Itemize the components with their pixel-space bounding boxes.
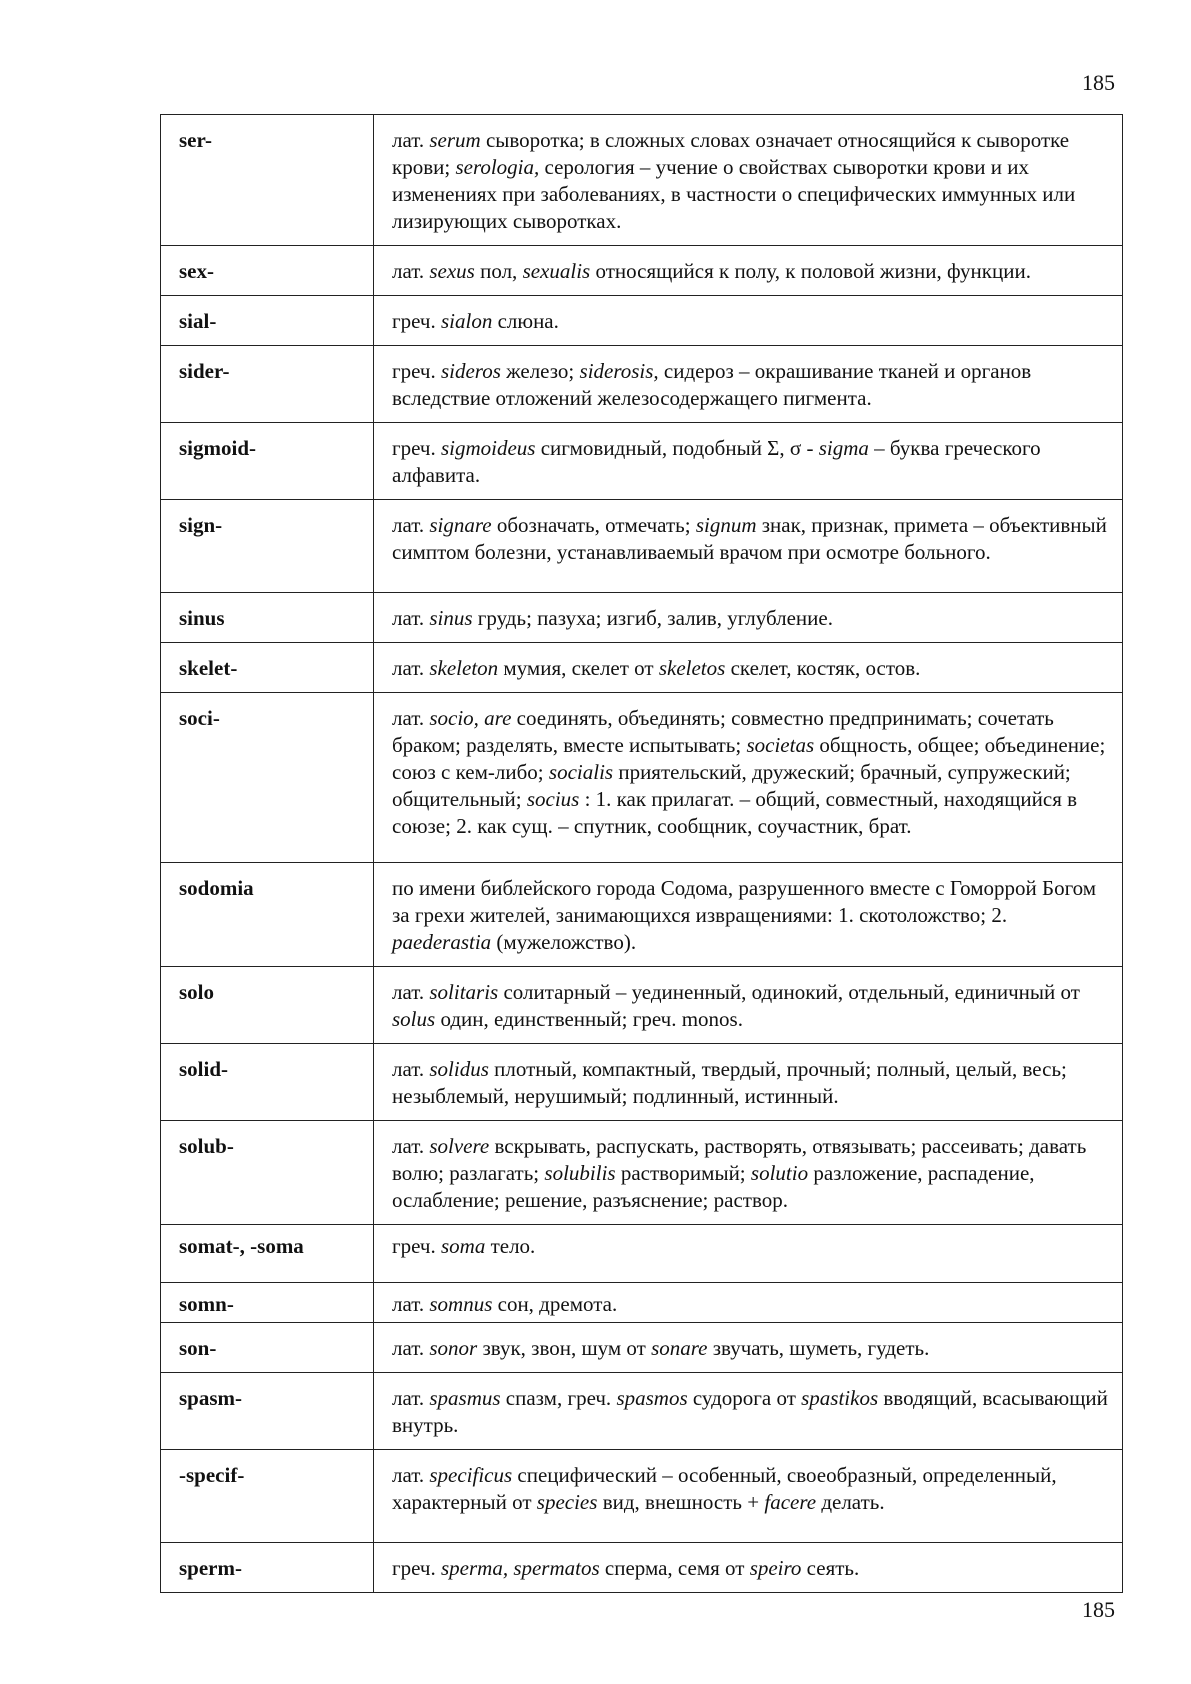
glossary-row — [161, 593, 1123, 643]
definition-text: лат. — [392, 706, 430, 730]
definition-italic-term: sigma — [818, 436, 869, 460]
definition-text: греч. — [392, 436, 441, 460]
glossary-row — [161, 246, 1123, 296]
definition-text: относящийся к полу, к половой жизни, функции. — [590, 259, 1031, 283]
definition-text: вводящий, всасывающий внутрь. — [392, 1386, 1108, 1437]
definition-italic-term: sonor — [429, 1336, 478, 1360]
glossary-term: ser- — [161, 115, 374, 246]
definition-text: звучать, шуметь, гудеть. — [707, 1336, 930, 1360]
glossary-term: sperm- — [161, 1543, 374, 1593]
glossary-definition — [374, 1225, 1123, 1283]
definition-text: (мужеложство). — [491, 930, 637, 954]
glossary-row — [161, 1373, 1123, 1450]
definition-text: слюна. — [492, 309, 559, 333]
glossary-row — [161, 1225, 1123, 1283]
definition-italic-term: sinus — [429, 606, 473, 630]
glossary-term: solo — [161, 967, 374, 1044]
definition-text: – буква греческого алфавита. — [392, 436, 1041, 487]
glossary-definition — [374, 246, 1123, 296]
definition-italic-term: signum — [695, 513, 757, 537]
definition-text: спазм, греч. — [500, 1386, 617, 1410]
definition-text: железо; — [500, 359, 580, 383]
definition-text: лат. — [392, 1463, 430, 1487]
glossary-term: somat-, -soma — [161, 1225, 374, 1283]
definition-italic-term: sialon — [440, 309, 493, 333]
definition-text: лат. — [392, 1292, 430, 1316]
definition-text: грудь; пазуха; изгиб, залив, углубление. — [472, 606, 833, 630]
glossary-term: sex- — [161, 246, 374, 296]
glossary-definition — [374, 423, 1123, 500]
definition-text: мумия, скелет от — [498, 656, 659, 680]
definition-italic-term: skeleton — [429, 656, 499, 680]
definition-text: плотный, компактный, твердый, прочный; полный, целый, весь; незыблемый, нерушимый; подлинный, истинный. — [392, 1057, 1067, 1108]
glossary-term: soci- — [161, 693, 374, 863]
definition-text: лат. — [392, 980, 430, 1004]
definition-italic-term: socialis — [548, 760, 614, 784]
definition-italic-term: facere — [764, 1490, 817, 1514]
definition-text: пол, — [474, 259, 523, 283]
glossary-row — [161, 346, 1123, 423]
glossary-definition — [374, 1121, 1123, 1225]
definition-text: лат. — [392, 128, 430, 152]
definition-text: греч. — [392, 309, 441, 333]
definition-text: лат. — [392, 1386, 430, 1410]
definition-text: лат. — [392, 513, 430, 537]
definition-italic-term: soma — [440, 1234, 486, 1258]
definition-text: по имени библейского города Содома, разрушенного вместе с Гоморрой Богом за грехи жителей, занимающихся извращениями: 1. скотоложство; 2. — [392, 876, 1097, 927]
definition-italic-term: sigmoideus — [440, 436, 536, 460]
definition-italic-term: speiro — [749, 1556, 802, 1580]
glossary-term: sinus — [161, 593, 374, 643]
glossary-table — [160, 114, 1123, 1593]
definition-italic-term: sexus — [429, 259, 475, 283]
glossary-term: sider- — [161, 346, 374, 423]
glossary-term: sign- — [161, 500, 374, 593]
definition-italic-term: siderosis, — [579, 359, 659, 383]
glossary-definition — [374, 643, 1123, 693]
glossary-row — [161, 115, 1123, 246]
glossary-row — [161, 423, 1123, 500]
glossary-definition — [374, 115, 1123, 246]
glossary-term: -specif- — [161, 1450, 374, 1543]
glossary-row — [161, 1543, 1123, 1593]
definition-text: греч. — [392, 1556, 441, 1580]
glossary-term: skelet- — [161, 643, 374, 693]
page-number-bottom: 185 — [1082, 1597, 1115, 1622]
definition-italic-term: skeletos — [658, 656, 726, 680]
definition-italic-term: sperma, spermatos — [440, 1556, 600, 1580]
definition-italic-term: sexualis — [522, 259, 591, 283]
glossary-row — [161, 643, 1123, 693]
definition-italic-term: serologia, — [455, 155, 540, 179]
definition-text: сон, дремота. — [492, 1292, 618, 1316]
definition-text: знак, признак, примета – объективный симптом болезни, устанавливаемый врачом при осмотре больного. — [392, 513, 1107, 564]
glossary-definition — [374, 500, 1123, 593]
definition-italic-term: solidus — [429, 1057, 489, 1081]
glossary-row — [161, 296, 1123, 346]
definition-text: приятельский, дружеский; брачный, супружеский; общительный; — [392, 760, 1071, 811]
glossary-term: son- — [161, 1323, 374, 1373]
glossary-row — [161, 1450, 1123, 1543]
glossary-row — [161, 967, 1123, 1044]
definition-text: лат. — [392, 656, 430, 680]
definition-italic-term: paederastia — [392, 930, 492, 954]
glossary-term: solub- — [161, 1121, 374, 1225]
definition-text: сигмовидный, подобный Σ, σ - — [535, 436, 819, 460]
glossary-row — [161, 1121, 1123, 1225]
definition-text: растворимый; — [615, 1161, 751, 1185]
definition-italic-term: socius — [526, 787, 580, 811]
definition-text: тело. — [485, 1234, 536, 1258]
definition-italic-term: solubilis — [544, 1161, 616, 1185]
definition-italic-term: societas — [746, 733, 815, 757]
definition-text: вскрывать, распускать, растворять, отвязывать; рассеивать; давать волю; разлагать; — [392, 1134, 1087, 1185]
glossary-term: somn- — [161, 1283, 374, 1323]
definition-text: соединять, объединять; совместно предпринимать; сочетать браком; разделять, вместе испытывать; — [392, 706, 1054, 757]
definition-text: общность, общее; объединение; союз с кем-либо; — [392, 733, 1106, 784]
definition-text: обозначать, отмечать; — [491, 513, 696, 537]
definition-text: серология – учение о свойствах сыворотки крови и их изменениях при заболеваниях, в частности о специфических иммунных или лизирующих сыворотках. — [392, 155, 1076, 233]
glossary-term: sigmoid- — [161, 423, 374, 500]
definition-italic-term: sideros — [440, 359, 501, 383]
glossary-definition — [374, 967, 1123, 1044]
definition-text: сидероз – окрашивание тканей и органов вследствие отложений железосодержащего пигмента. — [392, 359, 1032, 410]
definition-text: сыворотка; в сложных словах означает относящийся к сыворотке крови; — [392, 128, 1070, 179]
glossary-definition — [374, 1283, 1123, 1323]
definition-text: один, единственный; греч. monos. — [435, 1007, 743, 1031]
glossary-row — [161, 1283, 1123, 1323]
page-number-top: 185 — [1082, 70, 1115, 95]
definition-text: делать. — [816, 1490, 885, 1514]
definition-text: солитарный – уединенный, одинокий, отдельный, единичный от — [498, 980, 1080, 1004]
glossary-definition — [374, 1543, 1123, 1593]
glossary-definition — [374, 863, 1123, 967]
glossary-term: sial- — [161, 296, 374, 346]
definition-text: судорога от — [687, 1386, 802, 1410]
glossary-term: solid- — [161, 1044, 374, 1121]
definition-italic-term: sonare — [651, 1336, 708, 1360]
definition-italic-term: species — [536, 1490, 598, 1514]
definition-text: лат. — [392, 1134, 430, 1158]
definition-text: лат. — [392, 1057, 430, 1081]
definition-text: лат. — [392, 606, 430, 630]
definition-text: : 1. как прилагат. – общий, совместный, находящийся в союзе; 2. как сущ. – спутник, сообщник, соучастник, брат. — [392, 787, 1078, 838]
glossary-definition — [374, 346, 1123, 423]
definition-italic-term: specificus — [429, 1463, 513, 1487]
definition-text: греч. — [392, 1234, 441, 1258]
glossary-definition — [374, 296, 1123, 346]
definition-text: скелет, костяк, остов. — [725, 656, 921, 680]
glossary-term: spasm- — [161, 1373, 374, 1450]
definition-text: специфический – особенный, своеобразный, определенный, характерный от — [392, 1463, 1057, 1514]
definition-text: греч. — [392, 359, 441, 383]
definition-italic-term: somnus — [429, 1292, 493, 1316]
definition-italic-term: spastikos — [801, 1386, 879, 1410]
definition-italic-term: spasmos — [616, 1386, 688, 1410]
definition-italic-term: socio, are — [429, 706, 512, 730]
glossary-definition — [374, 1373, 1123, 1450]
glossary-definition — [374, 593, 1123, 643]
glossary-term: sodomia — [161, 863, 374, 967]
definition-italic-term: serum — [429, 128, 481, 152]
glossary-definition — [374, 693, 1123, 863]
definition-italic-term: solitaris — [429, 980, 499, 1004]
glossary-row — [161, 863, 1123, 967]
definition-italic-term: solus — [392, 1007, 436, 1031]
glossary-definition — [374, 1044, 1123, 1121]
definition-italic-term: spasmus — [429, 1386, 501, 1410]
definition-text: разложение, распадение, ослабление; решение, разъяснение; раствор. — [392, 1161, 1035, 1212]
definition-text: звук, звон, шум от — [477, 1336, 652, 1360]
definition-italic-term: solvere — [429, 1134, 490, 1158]
definition-text: вид, внешность + — [597, 1490, 765, 1514]
glossary-row — [161, 1323, 1123, 1373]
glossary-definition — [374, 1450, 1123, 1543]
glossary-table-body — [161, 115, 1123, 1593]
glossary-row — [161, 693, 1123, 863]
definition-text: сеять. — [801, 1556, 860, 1580]
definition-text: лат. — [392, 259, 430, 283]
definition-text: сперма, семя от — [599, 1556, 750, 1580]
glossary-definition — [374, 1323, 1123, 1373]
definition-text: лат. — [392, 1336, 430, 1360]
glossary-row — [161, 1044, 1123, 1121]
definition-italic-term: signare — [429, 513, 492, 537]
definition-italic-term: solutio — [750, 1161, 809, 1185]
glossary-row — [161, 500, 1123, 593]
